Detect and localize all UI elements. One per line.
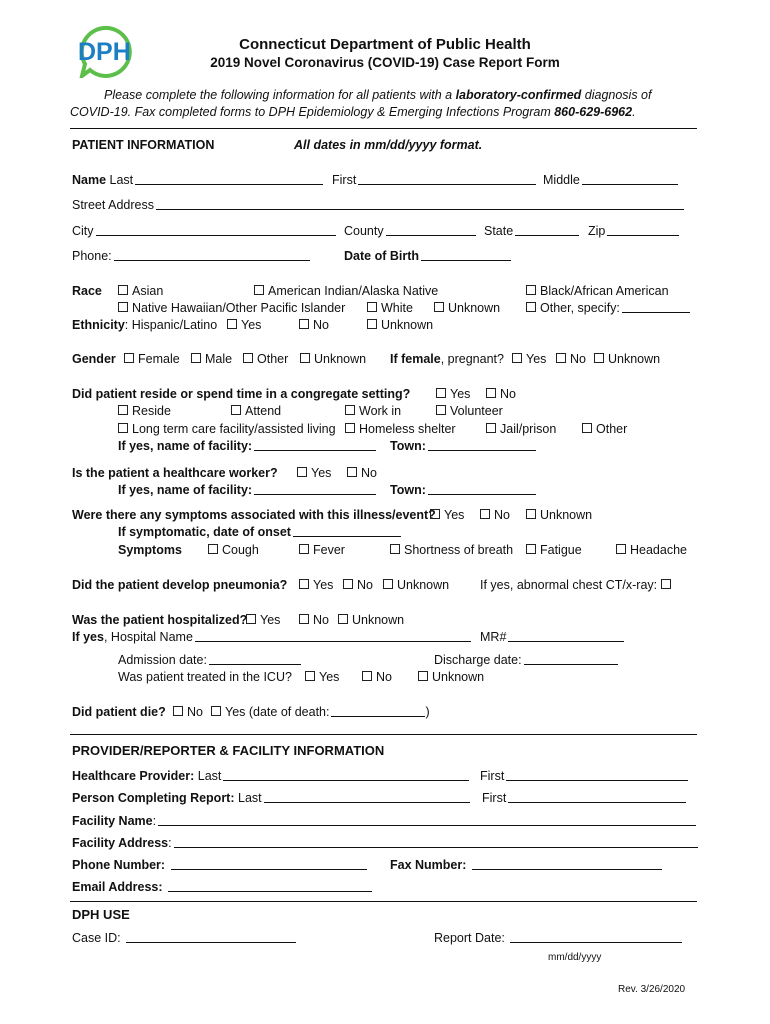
checkbox[interactable] [436,405,446,415]
city-field[interactable] [96,224,336,236]
revision-date: Rev. 3/26/2020 [618,984,686,995]
person-row: Person Completing Report: Last [72,791,470,806]
phone-field[interactable] [114,249,310,261]
symptoms-no-option[interactable]: No [480,508,510,523]
checkbox[interactable] [418,671,428,681]
street-row: Street Address [72,198,684,213]
checkbox[interactable] [486,388,496,398]
checkbox[interactable] [191,353,201,363]
facility-address-row: Facility Address: [72,836,698,851]
checkbox[interactable] [343,579,353,589]
race-black-option[interactable]: Black/African American [526,284,669,299]
ethnicity-row: Ethnicity: Hispanic/Latino [72,318,218,332]
ethnicity-unknown-option[interactable]: Unknown [367,318,433,333]
ct-row: If yes, abnormal chest CT/x-ray: [480,578,675,593]
onset-date-field[interactable] [293,525,401,537]
checkbox[interactable] [383,579,393,589]
gender-male-option[interactable]: Male [191,352,232,367]
icu-yes-option[interactable]: Yes [305,670,339,685]
headache-option[interactable]: Headache [616,543,687,558]
zip-field[interactable] [607,224,679,236]
fax-row: Fax Number: [390,858,662,873]
checkbox[interactable] [434,302,444,312]
discharge-date-field[interactable] [524,653,618,665]
report-date-field[interactable] [510,931,682,943]
divider [70,128,697,129]
hcp-row: Healthcare Provider: Last [72,769,469,784]
checkbox[interactable] [211,706,221,716]
congregate-other-option[interactable]: Other [582,422,627,437]
checkbox[interactable] [118,405,128,415]
pneumonia-question: Did the patient develop pneumonia? [72,578,288,592]
congregate-facility-field[interactable] [254,439,376,451]
pneumonia-unknown-option[interactable]: Unknown [383,578,449,593]
pregnant-unknown-option[interactable]: Unknown [594,352,660,367]
person-first-row: First [482,791,686,806]
checkbox[interactable] [616,544,626,554]
middle-name-row: Middle [543,173,678,188]
street-address-field[interactable] [156,198,684,210]
first-name-row: First [332,173,536,188]
hospital-name-field[interactable] [195,630,471,642]
congregate-facility-row: If yes, name of facility: [118,439,376,454]
facility-name-field[interactable] [158,814,696,826]
checkbox[interactable] [173,706,183,716]
gender-label: Gender [72,352,116,366]
homeless-option[interactable]: Homeless shelter [345,422,456,437]
death-date-field[interactable] [331,705,425,717]
congregate-town-field[interactable] [428,439,536,451]
state-field[interactable] [515,224,579,236]
divider [70,901,697,902]
checkbox[interactable] [512,353,522,363]
ltcf-option[interactable]: Long term care facility/assisted living [118,422,336,437]
checkbox[interactable] [118,285,128,295]
checkbox[interactable] [486,423,496,433]
symptoms-question: Were there any symptoms associated with this illness/event? [72,508,436,522]
pneumonia-yes-option[interactable]: Yes [299,578,333,593]
intro-line-1: Please complete the following information for all patients with a laboratory-confirmed diagnosis of [104,88,652,102]
congregate-town-row: Town: [390,439,536,454]
ct-checkbox[interactable] [661,579,671,589]
email-row: Email Address: [72,880,372,895]
checkbox[interactable] [299,614,309,624]
pregnant-question: If female, pregnant? [390,352,504,366]
fatigue-option[interactable]: Fatigue [526,543,582,558]
checkbox[interactable] [305,671,315,681]
gender-female-option[interactable]: Female [124,352,180,367]
checkbox[interactable] [208,544,218,554]
section-dph-use: DPH USE [72,907,130,922]
form-title: 2019 Novel Coronavirus (COVID-19) Case Report Form [210,55,560,70]
dob-field[interactable] [421,249,511,261]
hcp-last-field[interactable] [223,769,469,781]
die-no-option[interactable]: No [173,705,203,720]
person-first-field[interactable] [508,791,686,803]
checkbox[interactable] [299,544,309,554]
checkbox[interactable] [300,353,310,363]
congregate-question: Did patient reside or spend time in a congregate setting? [72,387,411,401]
pregnant-yes-option[interactable]: Yes [512,352,546,367]
hosp-unknown-option[interactable]: Unknown [338,613,404,628]
fever-option[interactable]: Fever [299,543,345,558]
hcw-no-option[interactable]: No [347,466,377,481]
symptoms-unknown-option[interactable]: Unknown [526,508,592,523]
checkbox[interactable] [347,467,357,477]
county-row: County [344,224,476,239]
last-name-field[interactable] [135,173,323,185]
hcw-facility-row: If yes, name of facility: [118,483,376,498]
hcw-town-row: Town: [390,483,536,498]
congregate-no-option[interactable]: No [486,387,516,402]
checkbox[interactable] [345,423,355,433]
reside-option[interactable]: Reside [118,404,171,419]
checkbox[interactable] [594,353,604,363]
race-unknown-option[interactable]: Unknown [434,301,500,316]
checkbox[interactable] [345,405,355,415]
hcp-first-row: First [480,769,688,784]
case-id-field[interactable] [126,931,296,943]
checkbox[interactable] [231,405,241,415]
intro-line-2: COVID-19. Fax completed forms to DPH Epidemiology & Emerging Infections Program 860-629-6962. [70,105,636,119]
checkbox[interactable] [338,614,348,624]
checkbox[interactable] [227,319,237,329]
hcw-yes-option[interactable]: Yes [297,466,331,481]
checkbox[interactable] [526,544,536,554]
icu-no-option[interactable]: No [362,670,392,685]
checkbox[interactable] [556,353,566,363]
person-last-field[interactable] [264,791,470,803]
checkbox[interactable] [526,285,536,295]
checkbox[interactable] [430,509,440,519]
checkbox[interactable] [367,302,377,312]
provider-phone-row: Phone Number: [72,858,367,873]
congregate-yes-option[interactable]: Yes [436,387,470,402]
hosp-yes-option[interactable]: Yes [246,613,280,628]
logo-text: DPH [78,38,131,66]
hcp-first-field[interactable] [506,769,688,781]
hospital-name-row: If yes, Hospital Name [72,630,471,645]
race-nhpi-option[interactable]: Native Hawaiian/Other Pacific Islander [118,301,345,316]
work-in-option[interactable]: Work in [345,404,401,419]
state-row: State [484,224,579,239]
case-id-row: Case ID: [72,931,296,946]
onset-row: If symptomatic, date of onset [118,525,401,540]
phone-row: Phone: [72,249,310,264]
checkbox[interactable] [243,353,253,363]
die-yes-option[interactable]: Yes (date of death: ) [211,705,430,720]
race-white-option[interactable]: White [367,301,413,316]
mr-field[interactable] [508,630,624,642]
race-other-field[interactable] [622,301,690,313]
pregnant-no-option[interactable]: No [556,352,586,367]
hcw-question: Is the patient a healthcare worker? [72,466,278,480]
discharge-row: Discharge date: [434,653,618,668]
provider-phone-field[interactable] [171,858,367,870]
section-provider-info: PROVIDER/REPORTER & FACILITY INFORMATION [72,743,385,758]
county-field[interactable] [386,224,476,236]
checkbox[interactable] [297,467,307,477]
pneumonia-no-option[interactable]: No [343,578,373,593]
zip-row: Zip [588,224,679,239]
gender-other-option[interactable]: Other [243,352,288,367]
name-row: Name Last [72,173,323,188]
race-aian-option[interactable]: American Indian/Alaska Native [254,284,438,299]
hcw-town-field[interactable] [428,483,536,495]
checkbox[interactable] [390,544,400,554]
gender-unknown-option[interactable]: Unknown [300,352,366,367]
hcw-facility-field[interactable] [254,483,376,495]
admission-row: Admission date: [118,653,301,668]
city-row: City [72,224,336,239]
middle-name-field[interactable] [582,173,678,185]
icu-unknown-option[interactable]: Unknown [418,670,484,685]
race-other-option[interactable]: Other, specify: [526,301,690,316]
checkbox[interactable] [480,509,490,519]
facility-name-row: Facility Name: [72,814,696,829]
checkbox[interactable] [118,423,128,433]
checkbox[interactable] [299,319,309,329]
checkbox[interactable] [362,671,372,681]
die-question: Did patient die? [72,705,166,719]
checkbox[interactable] [367,319,377,329]
mr-row: MR# [480,630,624,645]
jail-option[interactable]: Jail/prison [486,422,556,437]
checkbox[interactable] [246,614,256,624]
symptoms-label: Symptoms [118,543,182,557]
checkbox[interactable] [526,509,536,519]
first-name-field[interactable] [358,173,536,185]
date-format-hint: mm/dd/yyyy [548,952,602,963]
admission-date-field[interactable] [209,653,301,665]
checkbox[interactable] [299,579,309,589]
symptoms-yes-option[interactable]: Yes [430,508,464,523]
divider [70,734,697,735]
checkbox[interactable] [436,388,446,398]
checkbox[interactable] [526,302,536,312]
dates-format-note: All dates in mm/dd/yyyy format. [294,138,483,152]
checkbox[interactable] [124,353,134,363]
hosp-question: Was the patient hospitalized? [72,613,248,627]
cough-option[interactable]: Cough [208,543,259,558]
facility-address-field[interactable] [174,836,698,848]
ethnicity-yes-option[interactable]: Yes [227,318,261,333]
ethnicity-no-option[interactable]: No [299,318,329,333]
attend-option[interactable]: Attend [231,404,281,419]
fax-field[interactable] [472,858,662,870]
checkbox[interactable] [118,302,128,312]
checkbox[interactable] [254,285,264,295]
section-patient-info: PATIENT INFORMATION [72,138,215,152]
email-field[interactable] [168,880,372,892]
race-asian-option[interactable]: Asian [118,284,163,299]
race-label: Race [72,284,102,298]
report-date-row: Report Date: [434,931,682,946]
volunteer-option[interactable]: Volunteer [436,404,503,419]
form-agency-title: Connecticut Department of Public Health [239,36,531,53]
icu-question: Was patient treated in the ICU? [118,670,292,684]
hosp-no-option[interactable]: No [299,613,329,628]
dob-row: Date of Birth [344,249,511,264]
sob-option[interactable]: Shortness of breath [390,543,513,558]
checkbox[interactable] [582,423,592,433]
